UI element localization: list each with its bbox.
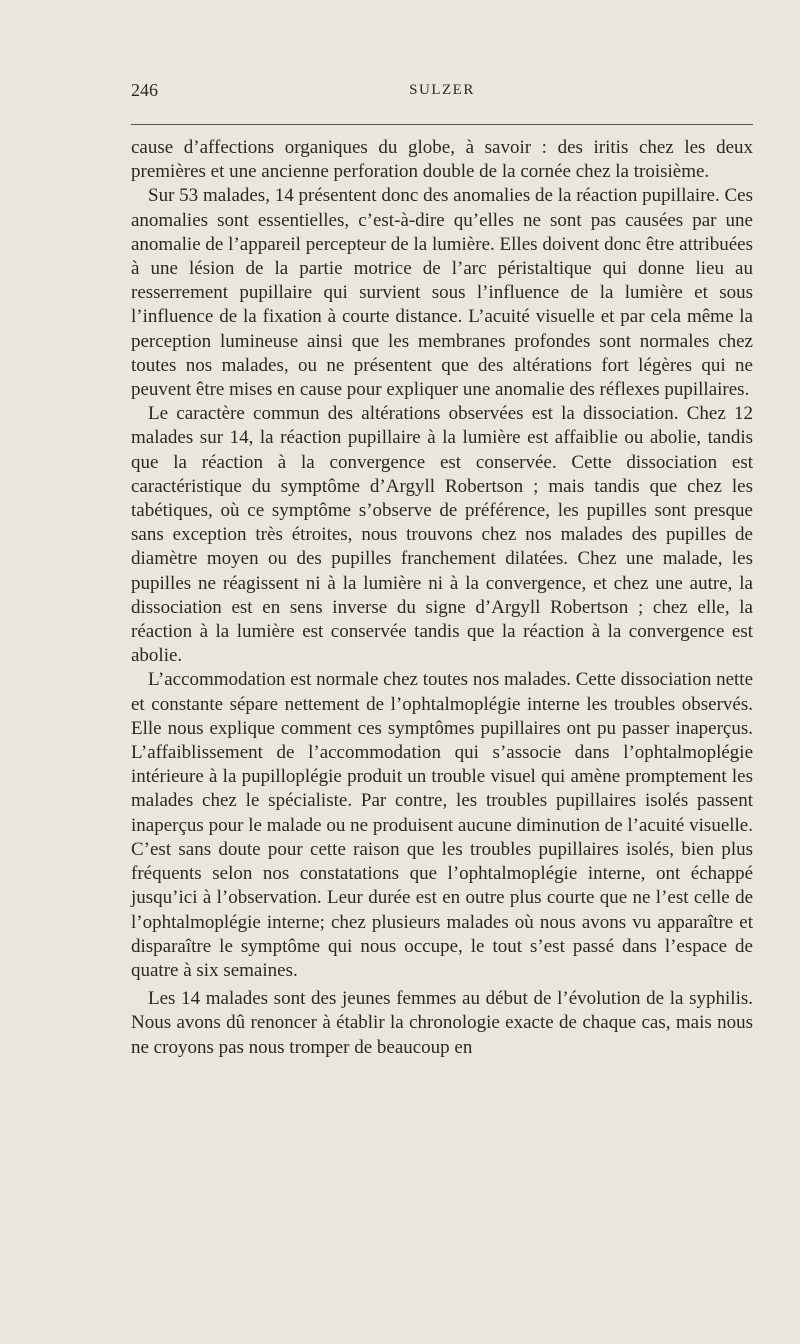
paragraph-continuation: cause d’affections organiques du globe, à savoir : des iritis chez les deux premières et une ancienne perforation double de la cornée chez la troisième. xyxy=(131,137,753,183)
paragraph: Le caractère commun des altérations observées est la dissociation. Chez 12 malades sur 14, la réaction pupillaire à la lumière est affaiblie ou abolie, tandis que la réaction à la convergence est conservée. Cette dissociation est caractéristique du symptôme d’Argyll Robertson ; mais tandis que chez les tabétiques, où ce symptôme s’observe de préférence, les pupilles sont presque sans exception très étroites, nous trouvons chez nos malades des pupilles de diamètre moyen ou des pupilles franchement dilatées. Chez une malade, les pupilles ne réagissent ni à la lumière ni à la convergence, et chez une autre, la dissociation est en sens inverse du signe d’Argyll Robertson ; chez elle, la réaction à la lumière est conservée tandis que la réaction à la convergence est abolie. xyxy=(131,403,753,667)
paragraph: L’accommodation est normale chez toutes nos malades. Cette dissociation nette et constante sépare nettement de l’ophtalmoplégie interne les troubles observés. Elle nous explique comment ces symptômes pupillaires ont pu passer inaperçus. L’affaiblissement de l’accommodation qui s’associe dans l’ophtalmoplégie intérieure à la pupilloplégie produit un trouble visuel qui amène promptement les malades chez le spécialiste. Par contre, les troubles pupillaires isolés passent inaperçus pour le malade ou ne produisent aucune diminution de l’acuité visuelle. C’est sans doute pour cette raison que les troubles pupillaires isolés, bien plus fréquents selon nos constatations que l’ophtalmoplégie interne, ont échappé jusqu’ici à l’observation. Leur durée est en outre plus courte que ne l’est celle de l’ophtalmoplégie interne; chez plusieurs malades où nous avons vu apparaître et disparaître le symptôme qui nous occupe, le tout s’est passé dans l’espace de quatre à six semaines. xyxy=(131,669,754,981)
header-rule xyxy=(131,124,753,125)
running-head: SULZER xyxy=(409,82,475,98)
page-header xyxy=(131,80,753,106)
paragraph: Sur 53 malades, 14 présentent donc des anomalies de la réaction pupillaire. Ces anomalies sont essentielles, c’est-à-dire qu’elles ne sont pas causées par une anomalie de l’appareil percepteur de la lumière. Elles doivent donc être attribuées à une lésion de la partie motrice de l’arc péristaltique qui donne lieu au resserrement pupillaire qui survient sous l’influence de la lumière et sous l’influence de la fixation à courte distance. L’acuité visuelle et par cela même la perception lumineuse ainsi que les membranes profondes sont normales chez toutes nos malades, ou ne présentent que des altérations fort légères qui ne peuvent être mises en cause pour expliquer une anomalie des réflexes pupillaires. xyxy=(131,185,753,401)
body-text xyxy=(131,136,753,1060)
paragraph: Les 14 malades sont des jeunes femmes au début de l’évolution de la syphilis. Nous avons dû renoncer à établir la chronologie exacte de chaque cas, mais nous ne croyons pas nous tromper de beaucoup en xyxy=(131,988,753,1058)
page-number: 246 xyxy=(131,80,158,100)
